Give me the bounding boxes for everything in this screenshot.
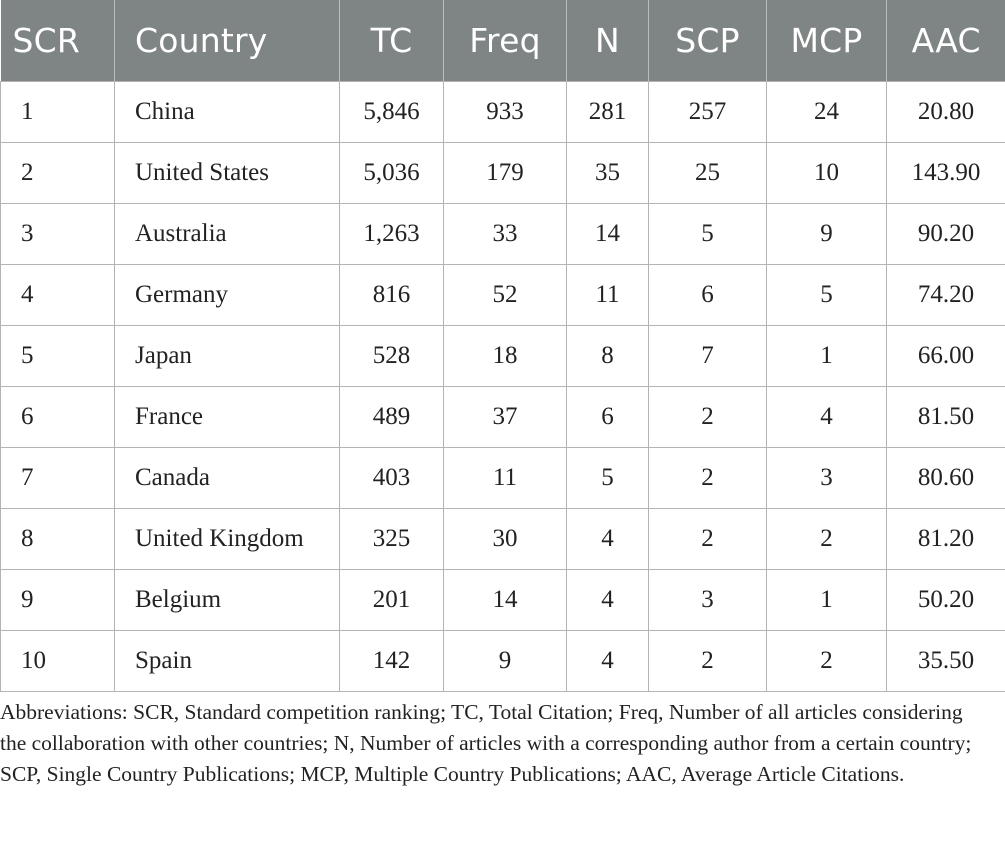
cell-n: 14 <box>567 203 649 264</box>
header-scr: SCR <box>1 0 115 81</box>
cell-freq: 30 <box>444 508 567 569</box>
cell-mcp: 2 <box>767 508 887 569</box>
cell-n: 4 <box>567 569 649 630</box>
cell-aac: 143.90 <box>887 142 1005 203</box>
cell-mcp: 5 <box>767 264 887 325</box>
cell-n: 8 <box>567 325 649 386</box>
header-scp: SCP <box>649 0 767 81</box>
cell-country: Germany <box>115 264 340 325</box>
cell-scp: 6 <box>649 264 767 325</box>
table-footnote: Abbreviations: SCR, Standard competition ranking; TC, Total Citation; Freq, Number of all articles considering the collaboration with other countries; N, Number of articles with a corresponding author from a certain country; SCP, Single Country Publications; MCP, Multiple Country Publications; AAC, Average Article Citations. <box>0 700 972 786</box>
cell-n: 11 <box>567 264 649 325</box>
cell-n: 6 <box>567 386 649 447</box>
cell-country: Spain <box>115 630 340 691</box>
cell-freq: 37 <box>444 386 567 447</box>
cell-country: Belgium <box>115 569 340 630</box>
cell-scr: 8 <box>1 508 115 569</box>
cell-scr: 6 <box>1 386 115 447</box>
cell-aac: 20.80 <box>887 81 1005 142</box>
cell-scr: 2 <box>1 142 115 203</box>
table-header <box>1 0 1005 81</box>
cell-freq: 179 <box>444 142 567 203</box>
cell-scr: 5 <box>1 325 115 386</box>
cell-scr: 1 <box>1 81 115 142</box>
header-row <box>1 0 1005 81</box>
cell-freq: 9 <box>444 630 567 691</box>
cell-country: Canada <box>115 447 340 508</box>
cell-tc: 142 <box>340 630 444 691</box>
header-freq: Freq <box>444 0 567 81</box>
cell-tc: 816 <box>340 264 444 325</box>
cell-tc: 489 <box>340 386 444 447</box>
table-row <box>1 630 1005 691</box>
cell-aac: 81.20 <box>887 508 1005 569</box>
cell-scp: 2 <box>649 508 767 569</box>
cell-tc: 5,036 <box>340 142 444 203</box>
cell-mcp: 9 <box>767 203 887 264</box>
cell-scp: 7 <box>649 325 767 386</box>
cell-mcp: 1 <box>767 325 887 386</box>
header-country: Country <box>115 0 340 81</box>
cell-scr: 3 <box>1 203 115 264</box>
cell-scp: 257 <box>649 81 767 142</box>
cell-freq: 33 <box>444 203 567 264</box>
cell-scr: 9 <box>1 569 115 630</box>
cell-freq: 11 <box>444 447 567 508</box>
cell-aac: 35.50 <box>887 630 1005 691</box>
cell-mcp: 2 <box>767 630 887 691</box>
cell-scr: 7 <box>1 447 115 508</box>
cell-tc: 325 <box>340 508 444 569</box>
cell-mcp: 24 <box>767 81 887 142</box>
cell-aac: 90.20 <box>887 203 1005 264</box>
table-row <box>1 325 1005 386</box>
cell-aac: 81.50 <box>887 386 1005 447</box>
table-row <box>1 264 1005 325</box>
cell-country: United Kingdom <box>115 508 340 569</box>
cell-scp: 5 <box>649 203 767 264</box>
cell-n: 4 <box>567 508 649 569</box>
cell-scr: 4 <box>1 264 115 325</box>
table-row <box>1 142 1005 203</box>
cell-mcp: 4 <box>767 386 887 447</box>
cell-aac: 74.20 <box>887 264 1005 325</box>
cell-tc: 201 <box>340 569 444 630</box>
table-row <box>1 386 1005 447</box>
cell-tc: 403 <box>340 447 444 508</box>
cell-freq: 933 <box>444 81 567 142</box>
cell-mcp: 1 <box>767 569 887 630</box>
cell-freq: 52 <box>444 264 567 325</box>
cell-country: United States <box>115 142 340 203</box>
cell-n: 5 <box>567 447 649 508</box>
table-row <box>1 447 1005 508</box>
table-body <box>1 81 1005 691</box>
cell-country: Australia <box>115 203 340 264</box>
cell-scp: 2 <box>649 447 767 508</box>
cell-n: 281 <box>567 81 649 142</box>
cell-tc: 1,263 <box>340 203 444 264</box>
header-aac: AAC <box>911 20 981 60</box>
cell-tc: 528 <box>340 325 444 386</box>
cell-country: France <box>115 386 340 447</box>
cell-scp: 2 <box>649 386 767 447</box>
cell-tc: 5,846 <box>340 81 444 142</box>
cell-aac: 50.20 <box>887 569 1005 630</box>
cell-mcp: 3 <box>767 447 887 508</box>
header-tc: TC <box>340 0 444 81</box>
header-n: N <box>567 0 649 81</box>
cell-aac: 80.60 <box>887 447 1005 508</box>
cell-freq: 14 <box>444 569 567 630</box>
header-mcp: MCP <box>767 0 887 81</box>
cell-n: 4 <box>567 630 649 691</box>
cell-freq: 18 <box>444 325 567 386</box>
cell-country: Japan <box>115 325 340 386</box>
cell-scp: 2 <box>649 630 767 691</box>
table-row <box>1 81 1005 142</box>
cell-scp: 3 <box>649 569 767 630</box>
table-row <box>1 569 1005 630</box>
cell-country: China <box>115 81 340 142</box>
cell-mcp: 10 <box>767 142 887 203</box>
cell-n: 35 <box>567 142 649 203</box>
cell-aac: 66.00 <box>887 325 1005 386</box>
cell-scr: 10 <box>1 630 115 691</box>
table-row <box>1 203 1005 264</box>
cell-scp: 25 <box>649 142 767 203</box>
table-row <box>1 508 1005 569</box>
